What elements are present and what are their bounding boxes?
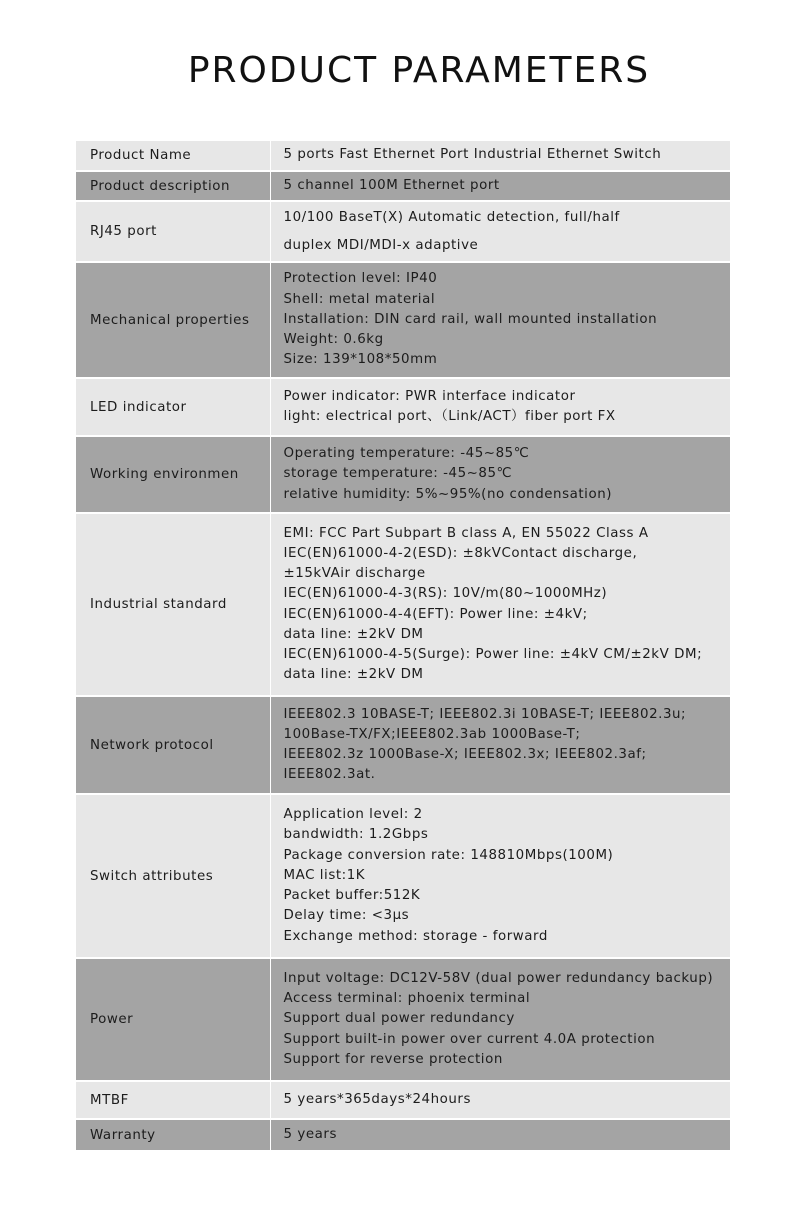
value-line: 5 years*365days*24hours bbox=[283, 1091, 472, 1107]
value-line: data line: ±2kV DM bbox=[283, 667, 424, 683]
value-line: Size: 139*108*50mm bbox=[283, 352, 438, 368]
param-label: Working environmen bbox=[76, 436, 270, 513]
param-value bbox=[270, 141, 730, 171]
value-line: MAC list:1K bbox=[283, 867, 366, 883]
value-line: Exchange method: storage - forward bbox=[283, 928, 548, 944]
value-line: Input voltage: DC12V-58V (dual power redundancy backup) bbox=[283, 970, 714, 986]
value-line: Application level: 2 bbox=[283, 807, 423, 823]
param-label: RJ45 port bbox=[76, 201, 270, 262]
value-line: Support dual power redundancy bbox=[283, 1011, 515, 1027]
value-line: relative humidity: 5%~95%(no condensation) bbox=[283, 486, 613, 502]
value-line: IEC(EN)61000-4-4(EFT): Power line: ±4kV; bbox=[283, 606, 588, 622]
param-label: Power bbox=[76, 958, 270, 1081]
param-value bbox=[270, 436, 730, 513]
row-product-description bbox=[76, 171, 730, 201]
value-line: Operating temperature: -45~85℃ bbox=[283, 446, 530, 462]
value-line: light: electrical port、（Link/ACT）fiber port FX bbox=[283, 409, 616, 424]
param-label: Mechanical properties bbox=[76, 262, 270, 378]
row-led-indicator bbox=[76, 378, 730, 436]
row-product-name bbox=[76, 141, 730, 171]
param-value bbox=[270, 201, 730, 262]
param-label: MTBF bbox=[76, 1081, 270, 1119]
value-line: 10/100 BaseT(X) Automatic detection, full/half bbox=[283, 209, 620, 225]
value-line: Installation: DIN card rail, wall mounted installation bbox=[283, 311, 658, 327]
param-label: Switch attributes bbox=[76, 794, 270, 958]
row-rj45-port bbox=[76, 201, 730, 262]
value-line: ±15kVAir discharge bbox=[283, 566, 426, 582]
param-value bbox=[270, 696, 730, 794]
page-title: PRODUCT PARAMETERS bbox=[187, 50, 651, 91]
value-line: Packet buffer:512K bbox=[283, 888, 421, 904]
parameters-table bbox=[76, 141, 730, 1152]
value-line: 5 years bbox=[283, 1126, 337, 1142]
value-line: bandwidth: 1.2Gbps bbox=[283, 827, 429, 843]
param-value bbox=[270, 378, 730, 436]
row-warranty bbox=[76, 1119, 730, 1151]
param-label: Warranty bbox=[76, 1119, 270, 1151]
value-line: IEEE802.3 10BASE-T; IEEE802.3i 10BASE-T; IEEE802.3u; bbox=[283, 706, 687, 722]
value-line: 100Base-TX/FX;IEEE802.3ab 1000Base-T; bbox=[283, 726, 581, 742]
value-line: IEC(EN)61000-4-5(Surge): Power line: ±4kV CM/±2kV DM; bbox=[283, 646, 703, 662]
row-power bbox=[76, 958, 730, 1081]
row-industrial-standard bbox=[76, 513, 730, 696]
row-working-environment bbox=[76, 436, 730, 513]
row-switch-attributes bbox=[76, 794, 730, 958]
value-line: Access terminal: phoenix terminal bbox=[283, 991, 531, 1007]
value-line: Shell: metal material bbox=[283, 291, 436, 307]
value-line: Protection level: IP40 bbox=[283, 271, 438, 287]
value-line: IEC(EN)61000-4-3(RS): 10V/m(80~1000MHz) bbox=[283, 586, 608, 602]
value-line: EMI: FCC Part Subpart B class A, EN 55022 Class A bbox=[283, 525, 649, 541]
value-line: Weight: 0.6kg bbox=[283, 332, 384, 348]
value-line: Package conversion rate: 148810Mbps(100M) bbox=[283, 847, 614, 863]
row-mechanical-properties bbox=[76, 262, 730, 378]
param-value bbox=[270, 513, 730, 696]
value-line: Support built-in power over current 4.0A protection bbox=[283, 1031, 656, 1047]
param-label: LED indicator bbox=[76, 378, 270, 436]
value-line: 5 channel 100M Ethernet port bbox=[283, 177, 500, 193]
value-line: Delay time: <3μs bbox=[283, 908, 410, 924]
value-line: data line: ±2kV DM bbox=[283, 626, 424, 642]
value-line: duplex MDI/MDI-x adaptive bbox=[283, 237, 479, 253]
value-line: Power indicator: PWR interface indicator bbox=[283, 388, 576, 404]
param-value bbox=[270, 1119, 730, 1151]
param-value bbox=[270, 1081, 730, 1119]
value-line: IEC(EN)61000-4-2(ESD): ±8kVContact discharge, bbox=[283, 545, 638, 561]
param-label: Product Name bbox=[76, 141, 270, 171]
param-value bbox=[270, 958, 730, 1081]
row-network-protocol bbox=[76, 696, 730, 794]
param-value bbox=[270, 794, 730, 958]
param-label: Industrial standard bbox=[76, 513, 270, 696]
param-value bbox=[270, 262, 730, 378]
value-line: Support for reverse protection bbox=[283, 1051, 503, 1067]
value-line: storage temperature: -45~85℃ bbox=[283, 466, 513, 482]
row-mtbf bbox=[76, 1081, 730, 1119]
param-value bbox=[270, 171, 730, 201]
value-line: IEEE802.3z 1000Base-X; IEEE802.3x; IEEE802.3af; bbox=[283, 747, 647, 762]
param-label: Product description bbox=[76, 171, 270, 201]
value-line: IEEE802.3at. bbox=[283, 767, 376, 783]
value-line: 5 ports Fast Ethernet Port Industrial Ethernet Switch bbox=[283, 147, 662, 163]
param-label: Network protocol bbox=[76, 696, 270, 794]
